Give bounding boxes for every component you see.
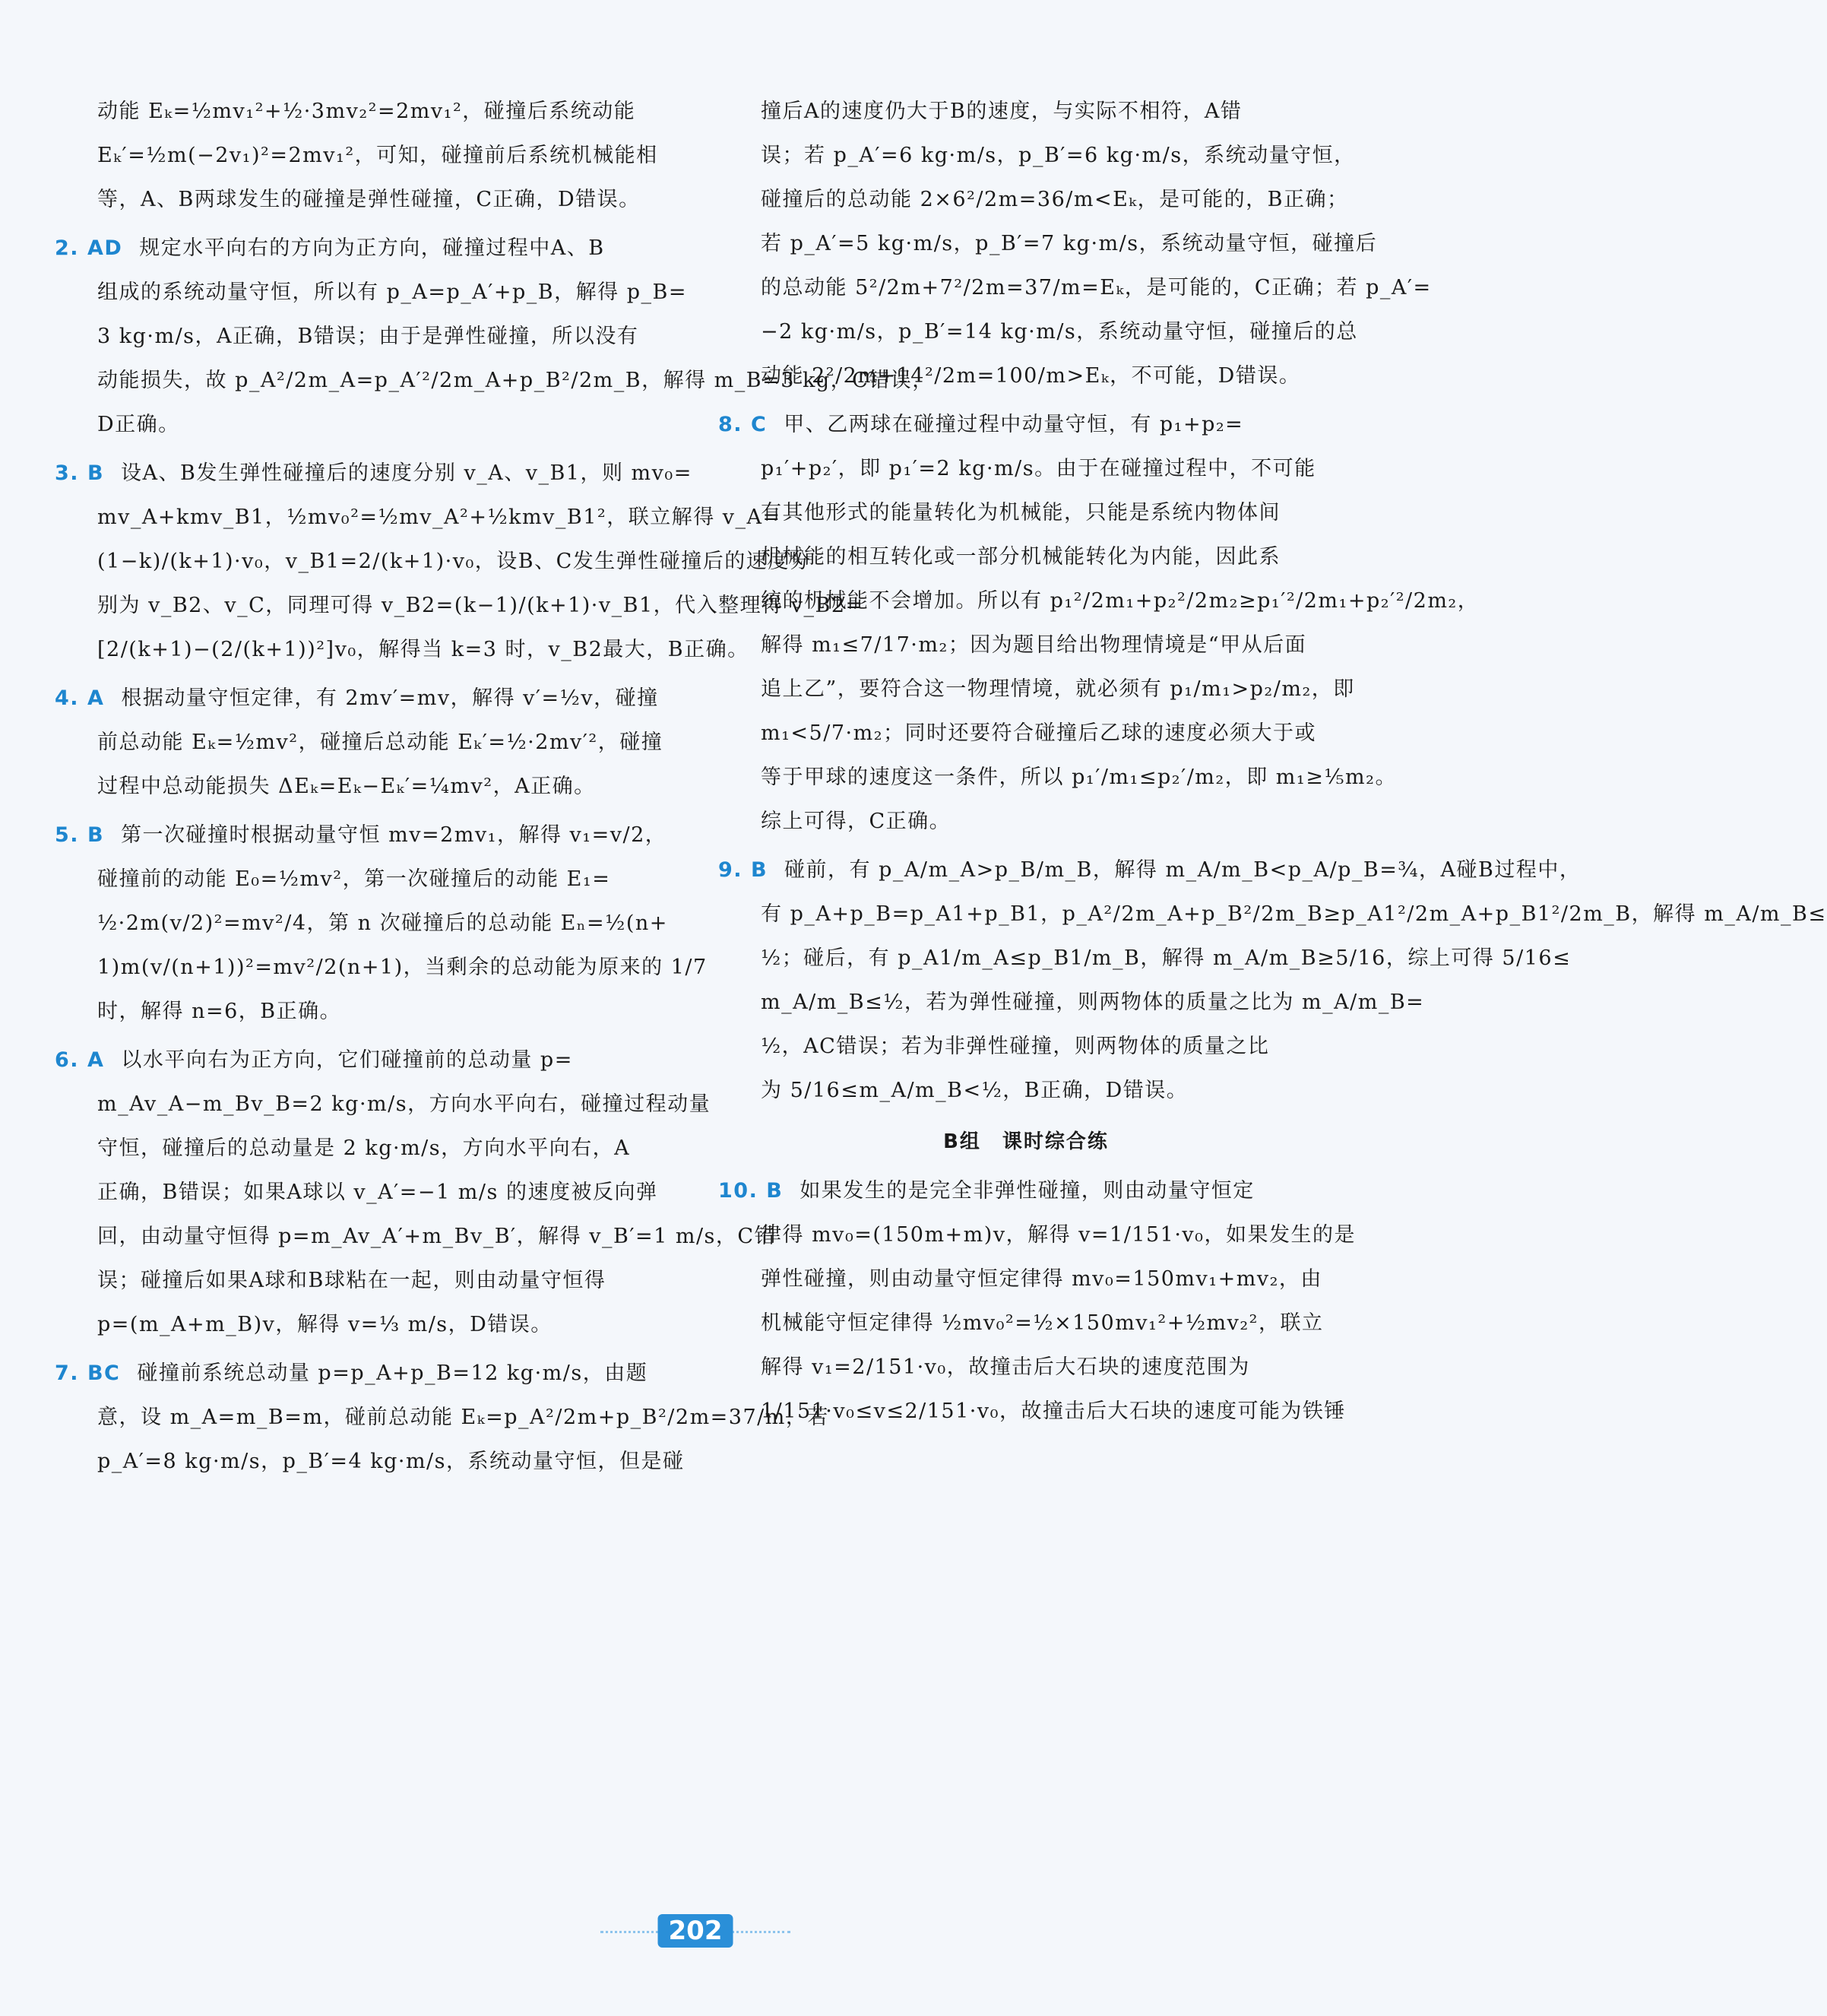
text-line: 意，设 m_A=m_B=m，碰前总动能 Eₖ=p_A²/2m+p_B²/2m=37/m，若	[97, 1406, 829, 1429]
answer-first-line	[55, 452, 692, 496]
answer-text: 碰前，有 p_A/m_A>p_B/m_B，解得 m_A/m_B<p_A/p_B=¾，A碰B过程中，	[784, 858, 1582, 882]
answer-number: 3. B	[55, 461, 105, 485]
text-line: 有 p_A+p_B=p_A1+p_B1，p_A²/2m_A+p_B²/2m_B≥p_A1²/2m_A+p_B1²/2m_B，解得 m_A/m_B≤	[761, 902, 1827, 926]
text-line: 碰撞后的总动能 2×6²/2m=36/m<Eₖ，是可能的，B正确；	[761, 188, 1349, 211]
answer-list-right	[718, 403, 1827, 1113]
text-line: 有其他形式的能量转化为机械能，只能是系统内物体间	[761, 501, 1281, 525]
text-line: 为 5/16≤m_A/m_B<½，B正确，D错误。	[761, 1079, 1189, 1102]
answer-text: 以水平向右为正方向，它们碰撞前的总动量 p=	[121, 1048, 573, 1072]
text-line: m_A/m_B≤½，若为弹性碰撞，则两物体的质量之比为 m_A/m_B=	[761, 991, 1425, 1014]
answer-first-line	[718, 403, 1334, 447]
text-line: 若 p_A′=5 kg·m/s，p_B′=7 kg·m/s，系统动量守恒，碰撞后	[761, 232, 1378, 255]
text-line: 撞后A的速度仍大于B的速度，与实际不相符，A错	[761, 100, 1243, 123]
answer-number: 6. A	[55, 1048, 105, 1072]
answer-number: 8. C	[718, 413, 768, 436]
text-line: 机械能的相互转化或一部分机械能转化为内能，因此系	[761, 545, 1281, 569]
text-line: 回，由动量守恒得 p=m_Av_A′+m_Bv_B′，解得 v_B′=1 m/s，C错	[97, 1225, 777, 1248]
text-line: 误；碰撞后如果A球和B球粘在一起，则由动量守恒得	[97, 1269, 606, 1292]
text-line: mv_A+kmv_B1，½mv₀²=½mv_A²+½kmv_B1²，联立解得 v_A=	[97, 506, 781, 529]
answer-item	[55, 813, 708, 1034]
answer-first-line	[55, 677, 670, 721]
answer-text: 第一次碰撞时根据动量守恒 mv=2mv₁，解得 v₁=v/2，	[121, 823, 667, 847]
text-line: p=(m_A+m_B)v，解得 v=⅓ m/s，D错误。	[97, 1313, 553, 1336]
text-line: 解得 m₁≤7/17·m₂；因为题目给出物理情境是“甲从后面	[761, 633, 1307, 657]
answer-number: 5. B	[55, 823, 105, 847]
text-line: 1/151·v₀≤v≤2/151·v₀，故撞击后大石块的速度可能为铁锤	[761, 1399, 1346, 1423]
text-line: 动能 2²/2m+14²/2m=100/m>Eₖ，不可能，D错误。	[761, 364, 1301, 388]
text-line: ½，AC错误；若为非弹性碰撞，则两物体的质量之比	[761, 1035, 1270, 1058]
text-line: 前总动能 Eₖ=½mv²，碰撞后总动能 Eₖ′=½·2mv′²，碰撞	[97, 731, 663, 754]
answer-number: 10. B	[718, 1179, 784, 1203]
answer-item	[55, 452, 864, 672]
text-line: 统的机械能不会增加。所以有 p₁²/2m₁+p₂²/2m₂≥p₁′²/2m₁+p₂′²/2m₂，	[761, 589, 1480, 613]
answer-first-line	[55, 1352, 670, 1396]
answer-first-line	[718, 1169, 1334, 1213]
page-number: 202	[658, 1914, 733, 1948]
text-line: 动能损失，故 p_A²/2m_A=p_A′²/2m_A+p_B²/2m_B，解得 m_B=3 kg，C错误，	[97, 369, 934, 392]
text-line: m₁<5/7·m₂；同时还要符合碰撞后乙球的速度必须大于或	[761, 721, 1317, 745]
answer-text: 如果发生的是完全非弹性碰撞，则由动量守恒定	[800, 1179, 1255, 1203]
text-line: 误；若 p_A′=6 kg·m/s，p_B′=6 kg·m/s，系统动量守恒，	[761, 144, 1356, 167]
answer-text: 根据动量守恒定律，有 2mv′=mv，解得 v′=½v，碰撞	[121, 686, 659, 710]
text-line: 等于甲球的速度这一条件，所以 p₁′/m₁≤p₂′/m₂，即 m₁≥⅕m₂。	[761, 766, 1397, 789]
answer-item	[55, 1352, 829, 1484]
answer-first-line	[718, 848, 1582, 892]
answer-first-line	[55, 1038, 670, 1082]
text-line: 组成的系统动量守恒，所以有 p_A=p_A′+p_B，解得 p_B=	[97, 281, 687, 304]
text-line: 时，解得 n=6，B正确。	[97, 1000, 342, 1023]
text-line: 的总动能 5²/2m+7²/2m=37/m=Eₖ，是可能的，C正确；若 p_A′=	[761, 276, 1432, 300]
right-column	[718, 90, 1827, 1434]
answer-item	[718, 848, 1827, 1113]
text-line: 碰撞前的动能 E₀=½mv²，第一次碰撞后的动能 E₁=	[97, 867, 611, 891]
answer-item	[718, 403, 1480, 844]
text-line: −2 kg·m/s，p_B′=14 kg·m/s，系统动量守恒，碰撞后的总	[761, 320, 1358, 344]
answer-text: 规定水平向右的方向为正方向，碰撞过程中A、B	[139, 236, 605, 260]
answer-item	[55, 677, 670, 809]
text-line: 别为 v_B2、v_C，同理可得 v_B2=(k−1)/(k+1)·v_B1，代入整理得 v_B2=	[97, 594, 864, 617]
text-line: 律得 mv₀=(150m+m)v，解得 v=1/151·v₀，如果发生的是	[761, 1223, 1356, 1247]
text-line: p₁′+p₂′，即 p₁′=2 kg·m/s。由于在碰撞过程中，不可能	[761, 457, 1316, 480]
intro-paragraph	[55, 90, 670, 222]
continuation-paragraph	[718, 90, 1432, 398]
answer-item	[718, 1169, 1356, 1434]
answer-number: 7. BC	[55, 1361, 121, 1385]
answer-number: 9. B	[718, 858, 768, 882]
text-line: 守恒，碰撞后的总动量是 2 kg·m/s，方向水平向右，A	[97, 1136, 631, 1160]
text-line: 解得 v₁=2/151·v₀，故撞击后大石块的速度范围为	[761, 1355, 1250, 1379]
answer-text: 碰撞前系统总动量 p=p_A+p_B=12 kg·m/s，由题	[137, 1361, 648, 1385]
answer-text: 设A、B发生弹性碰撞后的速度分别 v_A、v_B1，则 mv₀=	[121, 461, 692, 485]
text-line: 弹性碰撞，则由动量守恒定律得 mv₀=150mv₁+mv₂，由	[761, 1267, 1322, 1291]
text-line: 等，A、B两球发生的碰撞是弹性碰撞，C正确，D错误。	[97, 188, 641, 211]
answer-number: 4. A	[55, 686, 105, 710]
text-line: ½·2m(v/2)²=mv²/4，第 n 次碰撞后的总动能 Eₙ=½(n+	[97, 911, 668, 935]
section-title: B组 课时综合练	[943, 1130, 1109, 1153]
text-line: 过程中总动能损失 ΔEₖ=Eₖ−Eₖ′=¼mv²，A正确。	[97, 775, 596, 798]
text-line: 追上乙”，要符合这一物理情境，就必须有 p₁/m₁>p₂/m₂，即	[761, 677, 1355, 701]
text-line: p_A′=8 kg·m/s，p_B′=4 kg·m/s，系统动量守恒，但是碰	[97, 1450, 685, 1473]
text-line: 机械能守恒定律得 ½mv₀²=½×150mv₁²+½mv₂²，联立	[761, 1311, 1324, 1335]
answer-first-line	[55, 813, 670, 857]
text-line: [2/(k+1)−(2/(k+1))²]v₀，解得当 k=3 时，v_B2最大，B正确。	[97, 638, 749, 661]
text-line: 动能 Eₖ=½mv₁²+½·3mv₂²=2mv₁²，碰撞后系统动能	[97, 100, 636, 123]
answer-first-line	[55, 227, 670, 271]
text-line: 正确，B错误；如果A球以 v_A′=−1 m/s 的速度被反向弹	[97, 1181, 658, 1204]
text-line: m_Av_A−m_Bv_B=2 kg·m/s，方向水平向右，碰撞过程动量	[97, 1092, 711, 1116]
text-line: 1)m(v/(n+1))²=mv²/2(n+1)，当剩余的总动能为原来的 1/7	[97, 956, 708, 979]
answer-number: 2. AD	[55, 236, 123, 260]
answer-text: 甲、乙两球在碰撞过程中动量守恒，有 p₁+p₂=	[784, 413, 1244, 436]
text-line: (1−k)/(k+1)·v₀，v_B1=2/(k+1)·v₀，设B、C发生弹性碰撞后的速度分	[97, 550, 812, 573]
text-line: 综上可得，C正确。	[761, 810, 951, 833]
text-line: Eₖ′=½m(−2v₁)²=2mv₁²，可知，碰撞前后系统机械能相	[97, 144, 658, 167]
text-line: D正确。	[97, 413, 180, 436]
text-line: 3 kg·m/s，A正确，B错误；由于是弹性碰撞，所以没有	[97, 325, 639, 348]
text-line: ½；碰后，有 p_A1/m_A≤p_B1/m_B，解得 m_A/m_B≥5/16，综上可得 5/16≤	[761, 946, 1572, 970]
answer-list-right-b	[718, 1169, 1356, 1434]
